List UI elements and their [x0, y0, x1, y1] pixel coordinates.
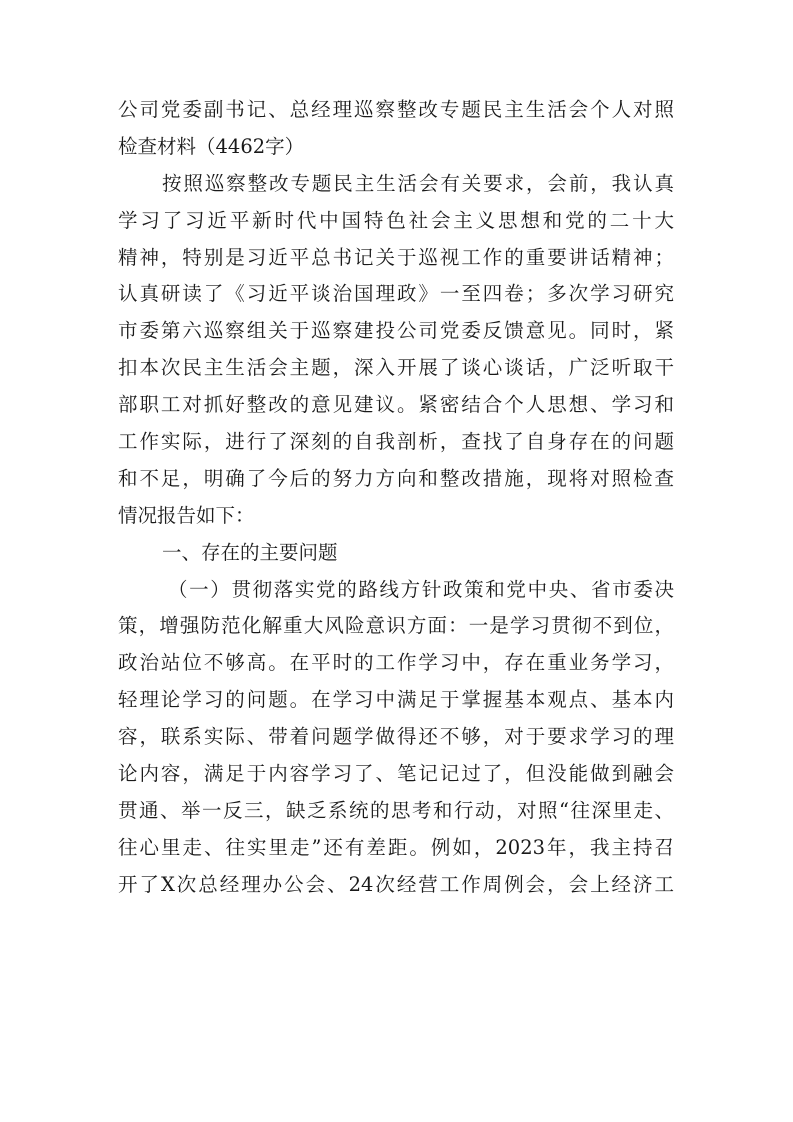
paragraph-line: 策，增强防范化解重大风险意识方面：一是学习贯彻不到位， — [118, 614, 674, 638]
paragraph-line: 往心里走、往实里走”还有差距。例如，2023年，我主持召 — [118, 835, 674, 859]
paragraph-line: 学习了习近平新时代中国特色社会主义思想和党的二十大 — [118, 208, 674, 232]
document-page — [118, 92, 674, 904]
paragraph-line: 开了X次总经理办公会、24次经营工作周例会，会上经济工 — [118, 872, 674, 896]
paragraph-line: 市委第六巡察组关于巡察建投公司党委反馈意见。同时，紧 — [118, 319, 674, 343]
intro-paragraph — [118, 166, 674, 535]
paragraph-line: 贯通、举一反三，缺乏系统的思考和行动，对照“往深里走、 — [118, 798, 674, 822]
paragraph-line: 论内容，满足于内容学习了、笔记记过了，但没能做到融会 — [118, 762, 674, 786]
title-line: 公司党委副书记、总经理巡察整改专题民主生活会个人对照 — [118, 98, 674, 121]
paragraph-line: 精神，特别是习近平总书记关于巡视工作的重要讲话精神； — [118, 245, 674, 269]
title-line: 检查材料（4462字） — [118, 134, 305, 158]
section-heading: 一、存在的主要问题 — [162, 540, 338, 564]
paragraph-line: 轻理论学习的问题。在学习中满足于掌握基本观点、基本内 — [118, 688, 674, 712]
paragraph-line: 工作实际，进行了深刻的自我剖析，查找了自身存在的问题 — [118, 430, 674, 454]
paragraph-line: 部职工对抓好整改的意见建议。紧密结合个人思想、学习和 — [118, 393, 674, 417]
paragraph-line: 认真研读了《习近平谈治国理政》一至四卷；多次学习研究 — [118, 282, 674, 306]
body-paragraph — [118, 572, 674, 904]
paragraph-line: 情况报告如下： — [118, 503, 255, 527]
document-title — [118, 92, 674, 166]
paragraph-line: （一）贯彻落实党的路线方针政策和党中央、省市委决 — [168, 577, 674, 601]
paragraph-line: 扣本次民主生活会主题，深入开展了谈心谈话，广泛听取干 — [118, 356, 674, 380]
paragraph-line: 和不足，明确了今后的努力方向和整改措施，现将对照检查 — [118, 466, 674, 490]
paragraph-line: 按照巡察整改专题民主生活会有关要求，会前，我认真 — [162, 171, 674, 195]
paragraph-line: 容，联系实际、带着问题学做得还不够，对于要求学习的理 — [118, 725, 674, 749]
paragraph-line: 政治站位不够高。在平时的工作学习中，存在重业务学习， — [118, 651, 674, 675]
